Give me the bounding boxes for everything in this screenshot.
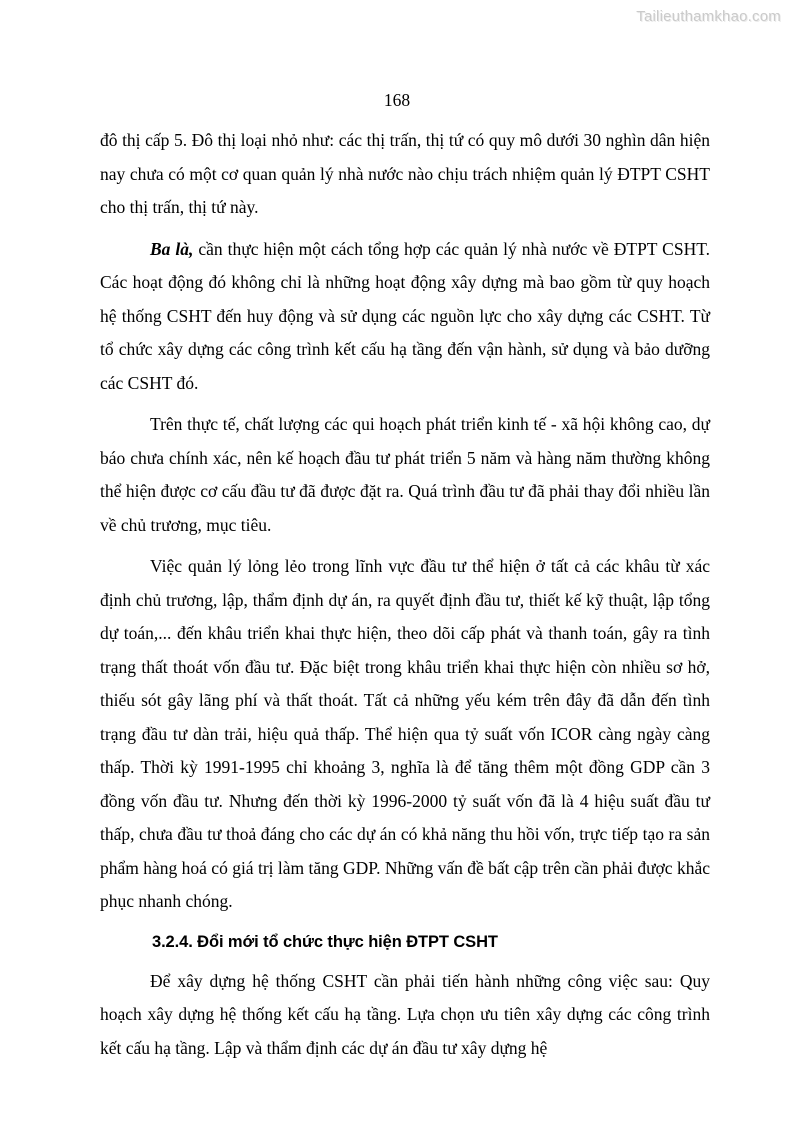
paragraph-tren-thuc-te: Trên thực tế, chất lượng các qui hoạch phát triển kinh tế - xã hội không cao, dự báo chưa chính xác, nên kế hoạch đầu tư phát triển 5 năm và hàng năm thường không thể hiện được cơ cấu đầu tư đã được đặt ra. Quá trình đầu tư đã phải thay đổi nhiều lần về chủ trương, mục tiêu. xyxy=(100,414,710,535)
site-watermark: Tailieuthamkhao.com xyxy=(636,8,781,25)
page-number: 168 xyxy=(383,90,411,110)
paragraph-viec-quan-ly: Việc quản lý lỏng lẻo trong lĩnh vực đầu tư thể hiện ở tất cả các khâu từ xác định chủ trương, lập, thẩm định dự án, ra quyết định đầu tư, thiết kế kỹ thuật, lập tổng dự toán,... đến khâu triển khai thực hiện, theo dõi cấp phát và thanh toán, gây ra tình trạng thất thoát vốn đầu tư. Đặc biệt trong khâu triển khai thực hiện còn nhiều sơ hở, thiếu sót gây lãng phí và thất thoát. Tất cả những yếu kém trên đây đã dẫn đến tình trạng đầu tư dàn trải, hiệu quả thấp. Thể hiện qua tỷ suất vốn ICOR càng ngày càng thấp. Thời kỳ 1991-1995 chỉ khoảng 3, nghĩa là để tăng thêm một đồng GDP cần 3 đồng vốn đầu tư. Nhưng đến thời kỳ 1996-2000 tỷ suất vốn đã là 4 hiệu suất đầu tư thấp, chưa đầu tư thoả đáng cho các dự án có khả năng thu hồi vốn, trực tiếp tạo ra sản phẩm hàng hoá có giá trị làm tăng GDP. Những vấn đề bất cập trên cần phải được khắc phục nhanh chóng. xyxy=(100,556,710,911)
paragraph-de-xay-dung: Để xây dựng hệ thống CSHT cần phải tiến hành những công việc sau: Quy hoạch xây dựng hệ thống kết cấu hạ tầng. Lựa chọn ưu tiên xây dựng các công trình kết cấu hạ tầng. Lập và thẩm định các dự án đầu tư xây dựng hệ xyxy=(100,970,710,1058)
paragraph-lead-emphasis: Ba là, xyxy=(150,238,194,259)
section-heading-3-2-4: 3.2.4. Đổi mới tổ chức thực hiện ĐTPT CSHT xyxy=(152,932,498,951)
document-body xyxy=(100,124,710,1073)
paragraph-ba-la xyxy=(100,233,710,401)
paragraph-continuation: đô thị cấp 5. Đô thị loại nhỏ như: các thị trấn, thị tứ có quy mô dưới 30 nghìn dân hiện nay chưa có một cơ quan quản lý nhà nước nào chịu trách nhiệm quản lý ĐTPT CSHT cho thị trấn, thị tứ này. xyxy=(100,130,710,217)
paragraph-text: cần thực hiện một cách tổng hợp các quản lý nhà nước về ĐTPT CSHT. Các hoạt động đó không chỉ là những hoạt động xây dựng mà bao gồm từ quy hoạch hệ thống CSHT đến huy động và sử dụng các nguồn lực cho xây dựng các CSHT. Từ tổ chức xây dựng các công trình kết cấu hạ tầng đến vận hành, sử dụng và bảo dưỡng các CSHT đó. xyxy=(100,238,710,393)
